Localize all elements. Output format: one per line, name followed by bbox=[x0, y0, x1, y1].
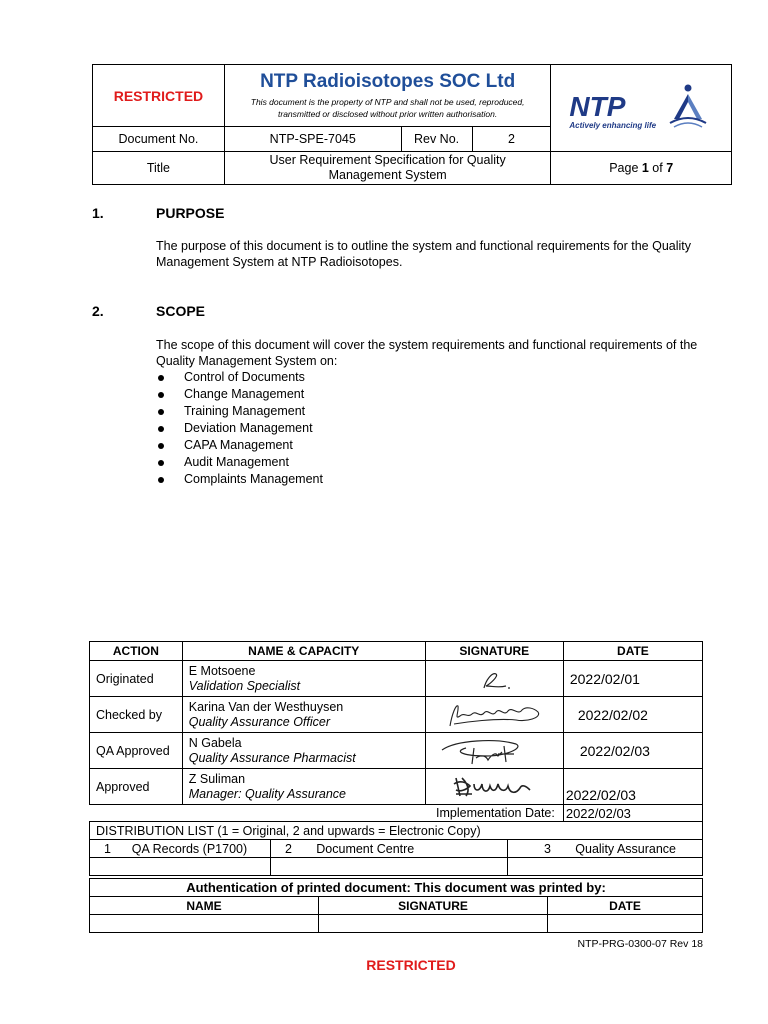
list-item: Change Management bbox=[156, 386, 323, 403]
action-cell: Approved bbox=[90, 769, 183, 805]
distribution-entry: 2 Document Centre bbox=[271, 840, 508, 858]
bullet-icon bbox=[158, 460, 164, 466]
bullet-icon bbox=[158, 443, 164, 449]
action-cell: QA Approved bbox=[90, 733, 183, 769]
authentication-table bbox=[89, 878, 703, 933]
logo-cell bbox=[551, 65, 732, 152]
scope-list bbox=[156, 369, 323, 488]
signature-icon bbox=[426, 734, 562, 768]
list-item: Control of Documents bbox=[156, 369, 323, 386]
classification-cell bbox=[93, 65, 225, 127]
column-header: SIGNATURE bbox=[425, 642, 563, 661]
empty-cell bbox=[271, 858, 508, 876]
action-cell: Checked by bbox=[90, 697, 183, 733]
section-number: 1. bbox=[92, 205, 104, 221]
table-row bbox=[90, 858, 703, 876]
column-header: NAME bbox=[90, 897, 319, 915]
column-header: NAME & CAPACITY bbox=[182, 642, 425, 661]
empty-cell bbox=[548, 915, 703, 933]
empty-cell bbox=[90, 915, 319, 933]
doc-no-value: NTP-SPE-7045 bbox=[224, 127, 401, 152]
restricted-footer-label: RESTRICTED bbox=[366, 957, 456, 973]
purpose-text: The purpose of this document is to outline the system and functional requirements for the Quality Management System at NTP Radioisotopes. bbox=[156, 239, 692, 269]
ntp-logo: NTP bbox=[569, 91, 626, 122]
distribution-table bbox=[89, 821, 703, 876]
table-row bbox=[90, 840, 703, 858]
distribution-title-row bbox=[90, 822, 703, 840]
date-cell: 2022/02/02 bbox=[563, 697, 702, 733]
authentication-title: Authentication of printed document: This document was printed by: bbox=[90, 879, 703, 897]
table-row bbox=[90, 661, 703, 697]
form-reference: NTP-PRG-0300-07 Rev 18 bbox=[577, 938, 703, 950]
table-row bbox=[90, 733, 703, 769]
bullet-icon bbox=[158, 392, 164, 398]
distribution-title: DISTRIBUTION LIST (1 = Original, 2 and upwards = Electronic Copy) bbox=[90, 822, 703, 840]
column-header: DATE bbox=[563, 642, 702, 661]
bullet-icon bbox=[158, 409, 164, 415]
empty-cell bbox=[319, 915, 548, 933]
table-row bbox=[90, 915, 703, 933]
date-cell: 2022/02/03 bbox=[563, 733, 702, 769]
table-row bbox=[90, 769, 703, 805]
section-title-purpose: PURPOSE bbox=[156, 205, 225, 221]
signature-icon bbox=[426, 662, 562, 696]
implementation-label: Implementation Date: bbox=[90, 805, 564, 822]
table-header-row bbox=[90, 642, 703, 661]
bullet-icon bbox=[158, 477, 164, 483]
approval-table bbox=[89, 641, 703, 822]
ntp-emblem-icon bbox=[666, 83, 710, 129]
name-capacity-cell: Z Suliman Manager: Quality Assurance bbox=[182, 769, 425, 805]
implementation-date: 2022/02/03 bbox=[563, 805, 702, 822]
list-item: Training Management bbox=[156, 403, 323, 420]
rev-label: Rev No. bbox=[401, 127, 472, 152]
signature-cell bbox=[425, 769, 563, 805]
distribution-entry: 1 QA Records (P1700) bbox=[90, 840, 271, 858]
column-header: ACTION bbox=[90, 642, 183, 661]
company-cell bbox=[224, 65, 550, 127]
empty-cell bbox=[508, 858, 703, 876]
implementation-row bbox=[90, 805, 703, 822]
signature-cell bbox=[425, 697, 563, 733]
logo-tagline: Actively enhancing life bbox=[569, 121, 657, 130]
name-capacity-cell: E Motsoene Validation Specialist bbox=[182, 661, 425, 697]
list-item: CAPA Management bbox=[156, 437, 323, 454]
empty-cell bbox=[90, 858, 271, 876]
section-number: 2. bbox=[92, 303, 104, 319]
title-value: User Requirement Specification for Quality Management System bbox=[224, 152, 550, 185]
column-header: DATE bbox=[548, 897, 703, 915]
signature-cell bbox=[425, 661, 563, 697]
doc-no-label: Document No. bbox=[93, 127, 225, 152]
date-cell: 2022/02/01 bbox=[563, 661, 702, 697]
list-item: Audit Management bbox=[156, 454, 323, 471]
document-header bbox=[92, 64, 732, 185]
authentication-title-row bbox=[90, 879, 703, 897]
property-note: This document is the property of NTP and shall not be used, reproduced, transmitted or disclosed without prior written authorisation. bbox=[250, 97, 525, 119]
company-name: NTP Radioisotopes SOC Ltd bbox=[260, 71, 516, 92]
name-capacity-cell: N Gabela Quality Assurance Pharmacist bbox=[182, 733, 425, 769]
signature-icon bbox=[426, 770, 562, 804]
restricted-label: RESTRICTED bbox=[113, 87, 204, 104]
page-indicator: Page 1 of 7 bbox=[551, 152, 732, 185]
bullet-icon bbox=[158, 426, 164, 432]
action-cell: Originated bbox=[90, 661, 183, 697]
table-header-row bbox=[90, 897, 703, 915]
section-title-scope: SCOPE bbox=[156, 303, 206, 319]
scope-text: The scope of this document will cover the system requirements and functional requirements of the Quality Management System on: bbox=[156, 338, 698, 368]
name-capacity-cell: Karina Van der Westhuysen Quality Assurance Officer bbox=[182, 697, 425, 733]
list-item: Deviation Management bbox=[156, 420, 323, 437]
bullet-icon bbox=[158, 375, 164, 381]
column-header: SIGNATURE bbox=[319, 897, 548, 915]
rev-value: 2 bbox=[472, 127, 551, 152]
signature-cell bbox=[425, 733, 563, 769]
distribution-entry: 3 Quality Assurance bbox=[508, 840, 703, 858]
signature-icon bbox=[426, 698, 562, 732]
title-label: Title bbox=[93, 152, 225, 185]
list-item: Complaints Management bbox=[156, 471, 323, 488]
table-row bbox=[90, 697, 703, 733]
date-cell: 2022/02/03 bbox=[563, 769, 702, 805]
